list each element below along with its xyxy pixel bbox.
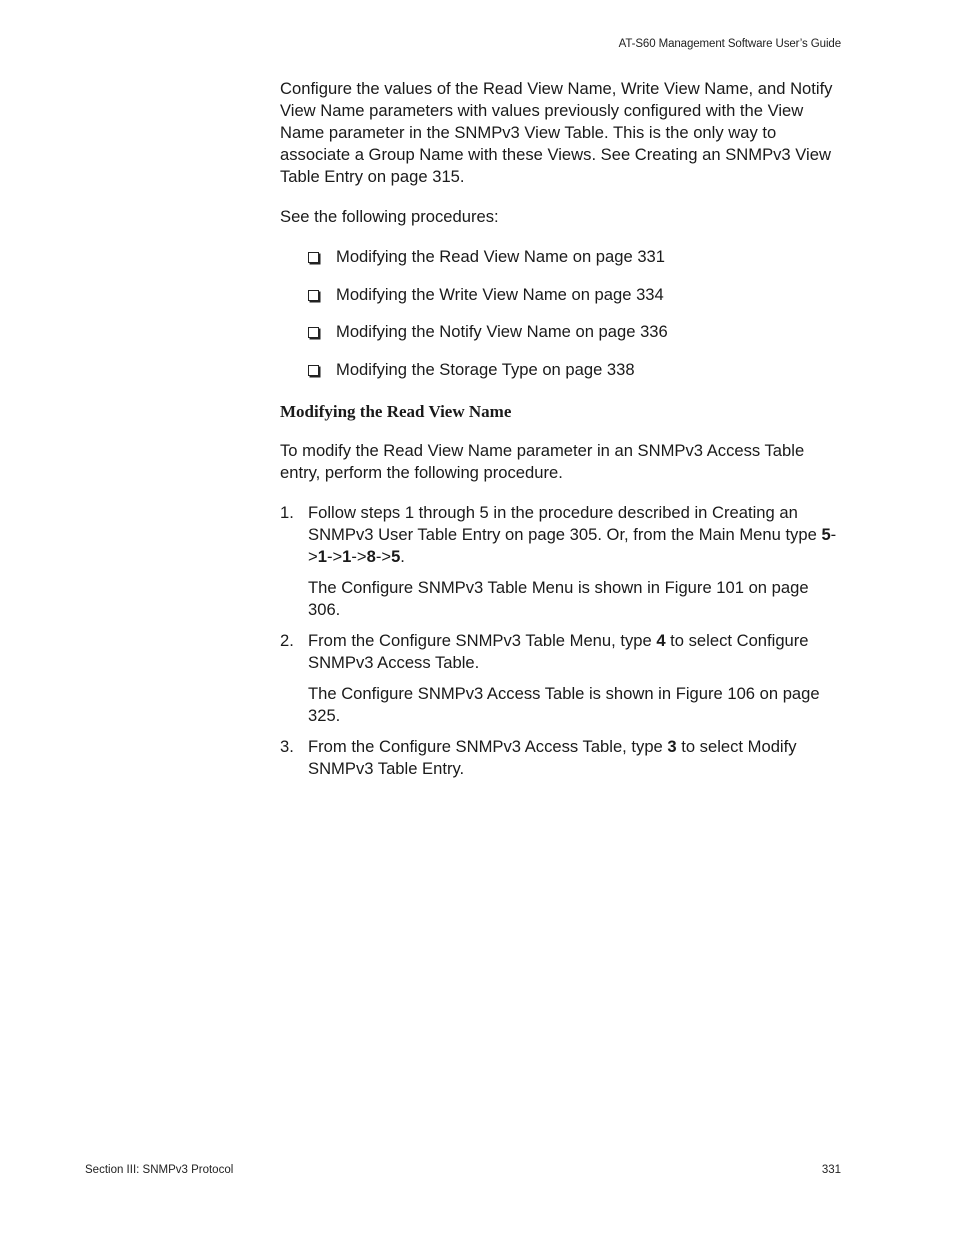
page-body xyxy=(280,78,842,789)
step-number: 3. xyxy=(280,736,294,756)
step-item xyxy=(280,630,842,727)
step-list xyxy=(280,502,842,780)
step-item xyxy=(280,502,842,621)
procedure-item xyxy=(308,284,842,306)
procedure-item-text: Modifying the Write View Name on page 334 xyxy=(336,284,664,304)
checkbox-bullet-icon xyxy=(308,252,319,263)
running-header-title: AT-S60 Management Software User’s Guide xyxy=(618,38,841,50)
procedure-item xyxy=(308,321,842,343)
step-note: The Configure SNMPv3 Access Table is shown in Figure 106 on page 325. xyxy=(308,683,820,725)
checkbox-bullet-icon xyxy=(308,327,319,338)
procedures-intro: See the following procedures: xyxy=(280,207,499,226)
step-text: From the Configure SNMPv3 Table Menu, type 4 to select Configure SNMPv3 Access Table. xyxy=(308,630,809,672)
procedure-item-text: Modifying the Read View Name on page 331 xyxy=(336,247,666,266)
section-heading: Modifying the Read View Name xyxy=(280,401,512,421)
checkbox-bullet-icon xyxy=(308,290,319,301)
footer-section-title: Section III: SNMPv3 Protocol xyxy=(85,1164,234,1176)
procedure-item xyxy=(308,359,842,381)
procedure-list xyxy=(280,246,842,381)
step-number: 1. xyxy=(280,502,294,522)
step-text: Follow steps 1 through 5 in the procedure described in Creating an SNMPv3 User Table Entry on page 305. Or, from the Main Menu type 5->1->1->8->5. xyxy=(308,502,837,566)
step-note: The Configure SNMPv3 Table Menu is shown in Figure 101 on page 306. xyxy=(308,577,809,619)
procedure-item-text: Modifying the Notify View Name on page 336 xyxy=(336,322,668,341)
step-number: 2. xyxy=(280,630,294,650)
key-value: 4 xyxy=(656,630,666,650)
procedure-item xyxy=(308,246,842,268)
page-number: 331 xyxy=(821,1164,841,1176)
key-value: 3 xyxy=(667,736,677,756)
procedure-item-text: Modifying the Storage Type on page 338 xyxy=(336,359,635,379)
section-intro: To modify the Read View Name parameter in an SNMPv3 Access Table entry, perform the following procedure. xyxy=(280,440,805,482)
intro-paragraph: Configure the values of the Read View Name, Write View Name, and Notify View Name parameters with values previously configured with the View Name parameter in the SNMPv3 View Table. This is the only way to associate a Group Name with these Views. See Creating an SNMPv3 View Table Entry on page 315. xyxy=(280,79,833,186)
step-item xyxy=(280,736,842,780)
checkbox-bullet-icon xyxy=(308,365,319,376)
step-text: From the Configure SNMPv3 Access Table, type 3 to select Modify SNMPv3 Table Entry. xyxy=(308,736,797,778)
